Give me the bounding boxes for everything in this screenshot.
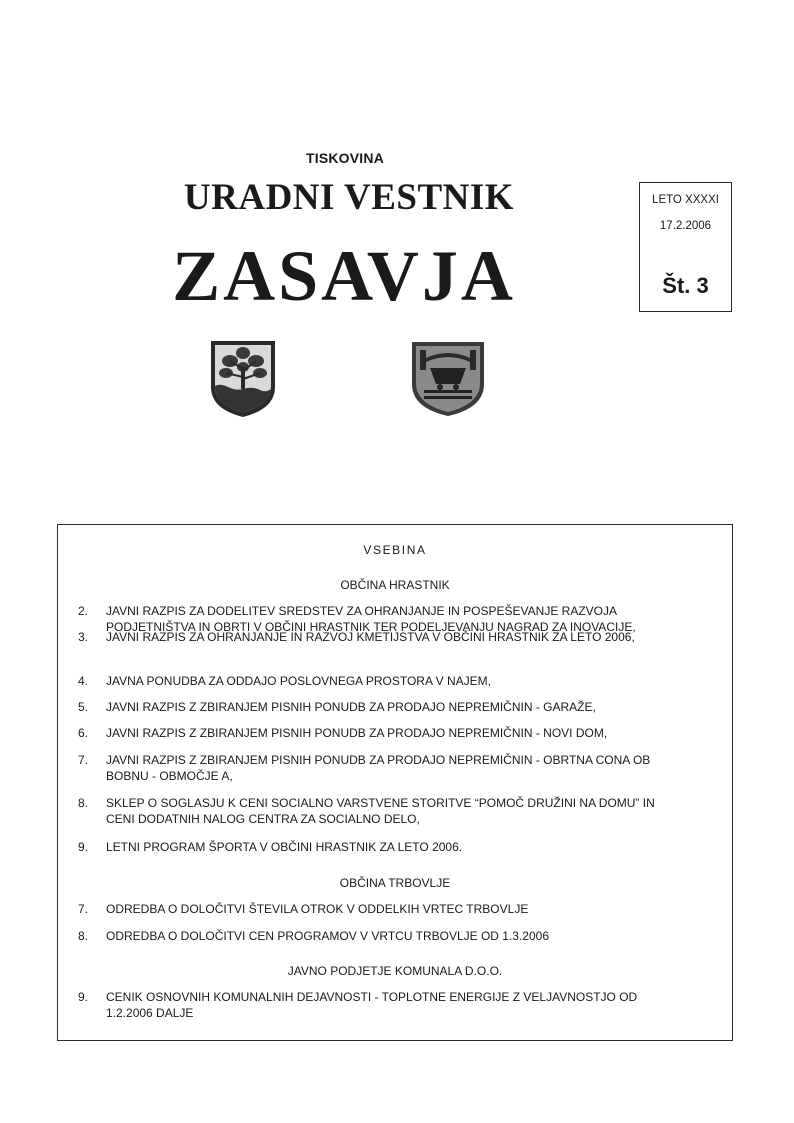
item-text <box>106 989 706 1021</box>
item-text <box>106 673 706 689</box>
item-text-line: BOBNU - OBMOČJE A, <box>106 769 233 783</box>
item-text-line: PODJETNIŠTVA IN OBRTI V OBČINI HRASTNIK TER PODELJEVANJU NAGRAD ZA INOVACIJE, <box>106 620 636 634</box>
item-text <box>106 752 706 784</box>
item-text-line: ODREDBA O DOLOČITVI CEN PROGRAMOV V VRTCU TRBOVLJE OD 1.3.2006 <box>106 929 550 943</box>
section-title: JAVNO PODJETJE KOMUNALA D.O.O. <box>287 964 503 978</box>
item-number: 2. <box>78 604 89 618</box>
item-text <box>106 699 706 715</box>
item-text-line: CENIK OSNOVNIH KOMUNALNIH DEJAVNOSTI - TOPLOTNE ENERGIJE Z VELJAVNOSTJO OD <box>106 990 638 1004</box>
item-text-line: JAVNI RAZPIS Z ZBIRANJEM PISNIH PONUDB ZA PRODAJO NEPREMIČNIN - GARAŽE, <box>106 700 596 714</box>
item-text-line: JAVNI RAZPIS Z ZBIRANJEM PISNIH PONUDB ZA PRODAJO NEPREMIČNIN - OBRTNA CONA OB <box>106 753 651 767</box>
publication-title: URADNI VESTNIK <box>183 177 515 218</box>
region-title: ZASAVJA <box>172 236 516 316</box>
table-of-contents <box>57 524 733 1041</box>
item-text-line: JAVNA PONUDBA ZA ODDAJO POSLOVNEGA PROSTORA V NAJEM, <box>106 674 491 688</box>
item-text-line: LETNI PROGRAM ŠPORTA V OBČINI HRASTNIK ZA LETO 2006. <box>106 840 463 854</box>
item-text-line: JAVNI RAZPIS Z ZBIRANJEM PISNIH PONUDB ZA PRODAJO NEPREMIČNIN - NOVI DOM, <box>106 726 608 740</box>
item-number: 4. <box>78 674 89 688</box>
item-text-line: JAVNI RAZPIS ZA OHRANJANJE IN RAZVOJ KMETIJSTVA V OBČINI HRASTNIK ZA LETO 2006, <box>106 630 635 644</box>
item-number: 6. <box>78 726 89 740</box>
item-text <box>106 901 706 917</box>
item-text <box>106 839 706 855</box>
item-text <box>106 928 706 944</box>
item-number: 8. <box>78 796 89 810</box>
item-number: 9. <box>78 990 89 1004</box>
section-title: OBČINA TRBOVLJE <box>339 876 451 890</box>
item-text-line: SKLEP O SOGLASJU K CENI SOCIALNO VARSTVENE STORITVE “POMOČ DRUŽINI NA DOMU” IN <box>106 796 655 810</box>
issue-info-box <box>639 182 732 312</box>
item-number: 8. <box>78 929 89 943</box>
item-number: 7. <box>78 753 89 767</box>
volume-label: LETO XXXXI <box>652 194 719 206</box>
item-text <box>106 629 706 645</box>
item-text-line: ODREDBA O DOLOČITVI ŠTEVILA OTROK V ODDELKIH VRTEC TRBOVLJE <box>106 902 529 916</box>
item-text-line: 1.2.2006 DALJE <box>106 1006 194 1020</box>
item-text <box>106 725 706 741</box>
contents-heading: VSEBINA <box>363 543 427 557</box>
item-text-line: CENI DODATNIH NALOG CENTRA ZA SOCIALNO DELO, <box>106 812 420 826</box>
section-title: OBČINA HRASTNIK <box>340 578 450 592</box>
item-number: 5. <box>78 700 89 714</box>
issue-date: 17.2.2006 <box>659 220 712 232</box>
mining-cart-crest-icon <box>410 340 486 418</box>
item-number: 3. <box>78 630 89 644</box>
issue-number: Št. 3 <box>662 273 709 298</box>
publisher-label: TISKOVINA <box>305 150 385 166</box>
item-text-line: JAVNI RAZPIS ZA DODELITEV SREDSTEV ZA OHRANJANJE IN POSPEŠEVANJE RAZVOJA <box>106 604 618 618</box>
item-number: 7. <box>78 902 89 916</box>
oak-tree-crest-icon <box>208 339 278 419</box>
item-text <box>106 795 706 827</box>
item-number: 9. <box>78 840 89 854</box>
